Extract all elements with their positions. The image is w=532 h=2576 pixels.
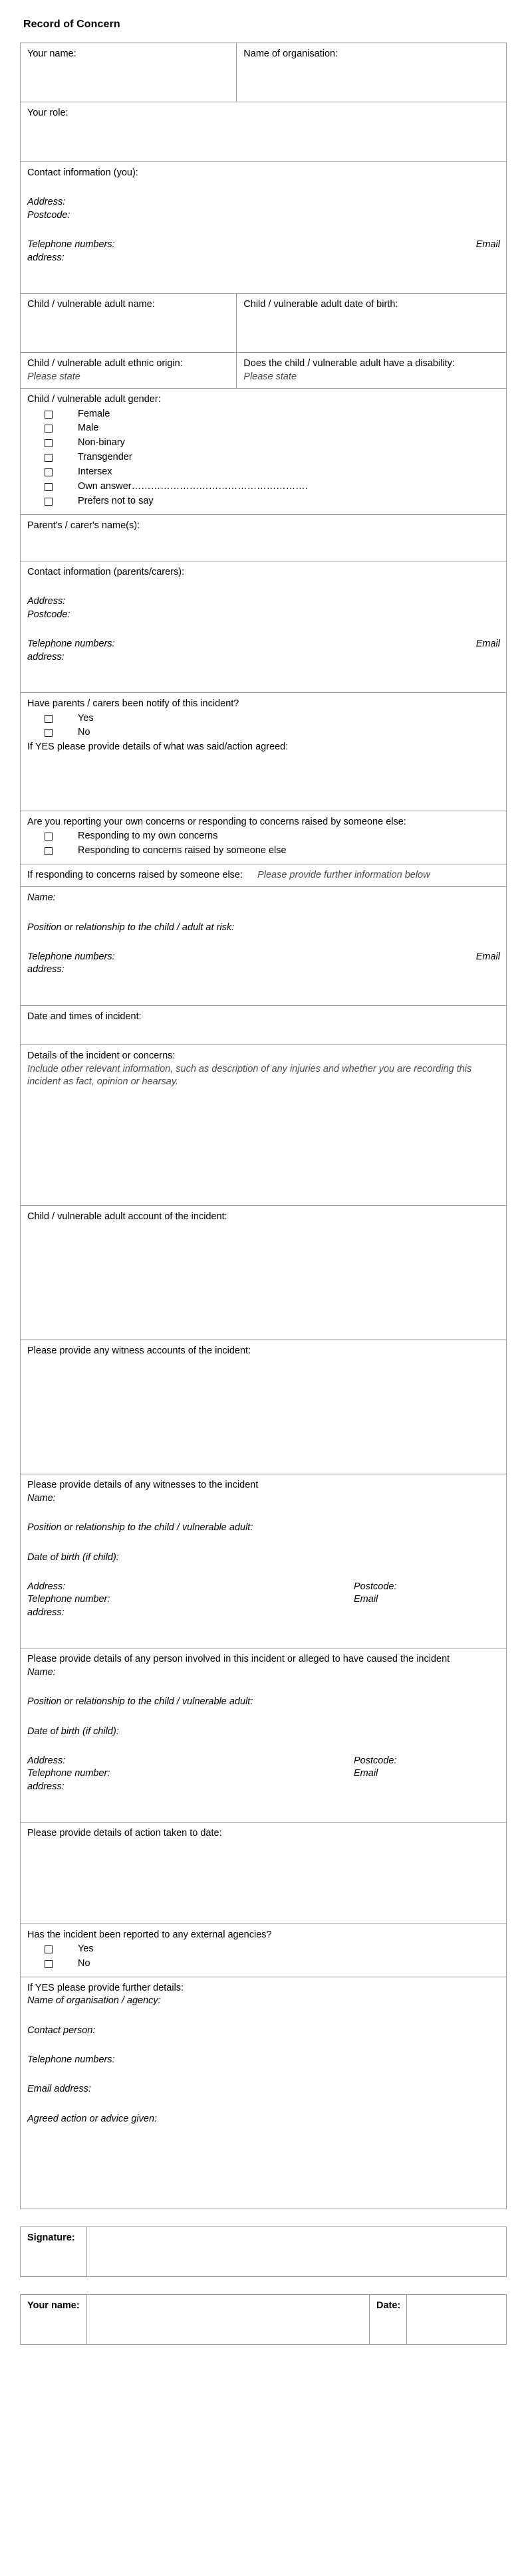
checkbox-icon[interactable] — [45, 498, 53, 506]
address-label: Address: — [27, 1755, 66, 1766]
table-row — [21, 693, 507, 811]
external-agencies-checkbox-group — [27, 1943, 500, 1970]
field-child-name[interactable] — [21, 293, 237, 352]
table-row — [21, 2295, 507, 2345]
checkbox-icon[interactable] — [45, 847, 53, 855]
contact-person-label: Contact person: — [27, 2025, 96, 2036]
field-child-ethnic-origin[interactable] — [21, 353, 237, 389]
gender-option-label: Female — [78, 408, 110, 419]
telephone-email-row — [27, 1593, 500, 1606]
reporting-source-option-own[interactable] — [27, 830, 500, 842]
table-row — [21, 811, 507, 864]
spacer — [27, 1709, 500, 1726]
field-action-taken[interactable] — [21, 1823, 507, 1924]
if-yes-details-said-label: If YES please provide details of what was said/action agreed: — [27, 742, 289, 753]
table-row — [21, 293, 507, 352]
external-agencies-question-label: Has the incident been reported to any external agencies? — [27, 1929, 272, 1940]
option-label: Responding to my own concerns — [78, 831, 218, 842]
spacer — [27, 1738, 500, 1755]
date-label-cell — [370, 2295, 407, 2345]
contact-information-parents-input-area[interactable] — [27, 664, 500, 688]
spacer — [27, 579, 500, 595]
child-ethnic-origin-label: Child / vulnerable adult ethnic origin: — [27, 358, 183, 369]
signature-label: Signature: — [27, 2232, 75, 2244]
telephone-numbers-label: Telephone numbers: — [27, 951, 115, 962]
gender-option-label: Transgender — [78, 452, 132, 463]
checkbox-icon[interactable] — [45, 715, 53, 723]
agreed-action-label: Agreed action or advice given: — [27, 2113, 158, 2124]
spacer — [27, 179, 500, 196]
if-responding-hint: Please provide further information below — [257, 869, 430, 880]
parents-notified-question-label: Have parents / carers been notify of this incident? — [27, 698, 239, 710]
field-parents-carers-names[interactable] — [21, 514, 507, 561]
witness-details-input-area[interactable] — [27, 1619, 500, 1643]
telephone-email-row — [27, 239, 500, 251]
date-of-birth-if-child-label: Date of birth (if child): — [27, 1726, 119, 1737]
table-row — [21, 1474, 507, 1648]
field-date-times-incident[interactable] — [21, 1005, 507, 1044]
if-yes-details-said-input-area[interactable] — [27, 754, 500, 806]
field-your-name[interactable] — [21, 43, 237, 102]
your-role-label: Your role: — [27, 108, 68, 119]
checkbox-icon[interactable] — [45, 729, 53, 737]
field-child-gender — [21, 389, 507, 514]
table-row — [21, 1045, 507, 1205]
checkbox-icon[interactable] — [45, 411, 53, 419]
address-label: Address: — [27, 596, 66, 607]
name-of-organisation-agency-label: Name of organisation / agency: — [27, 1995, 161, 2007]
spacer — [27, 2008, 500, 2025]
table-row — [21, 43, 507, 102]
field-name-of-organisation[interactable] — [237, 43, 507, 102]
option-label: Yes — [78, 712, 94, 724]
table-row — [21, 1924, 507, 1977]
table-row — [21, 161, 507, 293]
table-row — [21, 2227, 507, 2277]
record-of-concern-table — [20, 43, 507, 2209]
name-label: Name: — [27, 1492, 56, 1504]
spacer — [27, 934, 500, 951]
child-name-label: Child / vulnerable adult name: — [27, 298, 155, 310]
field-if-responding-note — [21, 864, 507, 886]
parents-carers-names-input-area[interactable] — [27, 532, 500, 556]
gender-checkbox-group — [27, 408, 500, 508]
checkbox-icon[interactable] — [45, 483, 53, 491]
email-address-continuation-label: address: — [27, 1781, 65, 1792]
name-of-organisation-input-area[interactable] — [243, 60, 500, 97]
field-external-agency-details[interactable] — [21, 1977, 507, 2209]
your-name-label: Your name: — [27, 49, 76, 59]
contact-information-parents-label: Contact information (parents/carers): — [27, 566, 185, 577]
name-label: Name: — [27, 1666, 56, 1678]
your-name-label: Your name: — [27, 2300, 80, 2312]
postcode-label: Postcode: — [354, 1755, 397, 1766]
field-child-disability[interactable] — [237, 353, 507, 389]
checkbox-icon[interactable] — [45, 1945, 53, 1953]
child-date-of-birth-label: Child / vulnerable adult date of birth: — [243, 298, 398, 310]
page-title: Record of Concern — [23, 19, 120, 30]
checkbox-icon[interactable] — [45, 454, 53, 462]
gender-option-label: Male — [78, 423, 99, 434]
please-state-hint: Please state — [27, 371, 80, 382]
gender-option-label: Non-binary — [78, 437, 125, 448]
signature-label-cell — [21, 2227, 87, 2277]
field-child-account[interactable] — [21, 1205, 507, 1339]
gender-option-non-binary[interactable] — [27, 437, 500, 449]
details-incident-input-area[interactable] — [27, 1089, 500, 1201]
referrer-details-input-area[interactable] — [27, 977, 500, 1001]
email-label: Email — [475, 951, 500, 962]
witness-accounts-input-area[interactable] — [27, 1357, 500, 1469]
date-times-incident-label: Date and times of incident: — [27, 1011, 142, 1022]
email-address-label: Email address: — [27, 2084, 91, 2095]
date-times-incident-input-area[interactable] — [27, 1023, 500, 1040]
parents-notified-option-yes[interactable] — [27, 712, 500, 725]
table-row — [21, 353, 507, 389]
own-concerns-question-label: Are you reporting your own concerns or responding to concerns raised by someone else: — [27, 816, 406, 827]
field-witness-accounts[interactable] — [21, 1339, 507, 1474]
address-label: Address: — [27, 197, 66, 208]
date-input-area[interactable] — [407, 2295, 507, 2345]
name-label: Name: — [27, 892, 56, 904]
external-agency-details-input-area[interactable] — [27, 2126, 500, 2204]
your-name-input-area[interactable] — [27, 60, 230, 97]
field-your-role[interactable] — [21, 102, 507, 161]
checkbox-icon[interactable] — [45, 833, 53, 841]
field-contact-information-parents[interactable] — [21, 561, 507, 692]
email-label: Email — [475, 239, 500, 250]
table-row — [21, 1977, 507, 2209]
field-witness-details[interactable] — [21, 1474, 507, 1648]
spacer — [27, 621, 500, 638]
field-reporting-source — [21, 811, 507, 864]
name-of-organisation-label: Name of organisation: — [243, 49, 338, 59]
telephone-number-label: Telephone number: — [27, 1594, 110, 1605]
child-name-input-area[interactable] — [27, 311, 230, 347]
spacer — [27, 1505, 500, 1522]
gender-option-label: Prefers not to say — [78, 495, 154, 506]
table-row — [21, 1823, 507, 1924]
option-label: No — [78, 727, 90, 738]
action-taken-input-area[interactable] — [27, 1840, 500, 1919]
spacer — [27, 1535, 500, 1551]
position-relationship-vulnerable-label: Position or relationship to the child / vulnerable adult: — [27, 1696, 253, 1708]
spacer — [27, 1564, 500, 1581]
gender-option-prefers-not-to-say[interactable] — [27, 495, 500, 508]
email-label: Email — [354, 1594, 378, 1605]
table-row — [21, 864, 507, 886]
telephone-numbers-label: Telephone numbers: — [27, 239, 115, 250]
your-role-input-area[interactable] — [27, 120, 500, 157]
spacer — [27, 1679, 500, 1696]
child-date-of-birth-input-area[interactable] — [243, 311, 500, 347]
telephone-email-row — [27, 1767, 500, 1780]
details-incident-hint: Include other relevant information, such as description of any injuries and whether you are recording this incident as fact, opinion or hearsay. — [27, 1063, 472, 1088]
telephone-numbers-label: Telephone numbers: — [27, 639, 115, 650]
position-relationship-vulnerable-label: Position or relationship to the child / vulnerable adult: — [27, 1522, 253, 1534]
field-details-of-incident[interactable] — [21, 1045, 507, 1205]
field-referrer-details[interactable] — [21, 887, 507, 1006]
field-external-agencies — [21, 1924, 507, 1977]
field-child-date-of-birth[interactable] — [237, 293, 507, 352]
gender-option-label: Intersex — [78, 466, 112, 478]
child-disability-label: Does the child / vulnerable adult have a disability: — [243, 358, 455, 369]
parents-notified-option-no[interactable] — [27, 726, 500, 739]
action-taken-label: Please provide details of action taken to date: — [27, 1828, 222, 1839]
email-address-continuation-label: address: — [27, 1607, 65, 1618]
gender-option-transgender[interactable] — [27, 451, 500, 464]
gender-option-intersex[interactable] — [27, 466, 500, 478]
if-yes-further-details-label: If YES please provide further details: — [27, 1982, 184, 1993]
postcode-label: Postcode: — [27, 209, 70, 221]
external-agencies-option-no[interactable] — [27, 1957, 500, 1970]
external-agencies-option-yes[interactable] — [27, 1943, 500, 1955]
position-relationship-at-risk-label: Position or relationship to the child / adult at risk: — [27, 922, 235, 933]
alleged-person-input-area[interactable] — [27, 1793, 500, 1817]
telephone-email-row — [27, 951, 500, 963]
child-account-label: Child / vulnerable adult account of the incident: — [27, 1211, 227, 1222]
spacer — [27, 2037, 500, 2054]
spacer — [27, 2096, 500, 2113]
table-row — [21, 1005, 507, 1044]
postcode-label: Postcode: — [27, 609, 70, 620]
address-postcode-row — [27, 1581, 500, 1593]
gender-option-label: Own answer………………………………………………. — [78, 480, 308, 492]
option-label: Yes — [78, 1943, 94, 1955]
date-of-birth-if-child-label: Date of birth (if child): — [27, 1551, 119, 1563]
your-name-input-area[interactable] — [87, 2295, 370, 2345]
spacer — [27, 905, 500, 922]
date-label: Date: — [376, 2300, 401, 2312]
email-address-continuation-label: address: — [27, 252, 65, 263]
address-label: Address: — [27, 1581, 66, 1593]
checkbox-icon[interactable] — [45, 439, 53, 447]
email-address-continuation-label: address: — [27, 651, 65, 662]
checkbox-icon[interactable] — [45, 425, 53, 433]
signature-input-area[interactable] — [87, 2227, 507, 2277]
child-gender-label: Child / vulnerable adult gender: — [27, 394, 161, 405]
table-row — [21, 561, 507, 692]
please-state-hint: Please state — [243, 371, 297, 382]
address-postcode-row — [27, 1755, 500, 1767]
option-label: No — [78, 1957, 90, 1969]
parents-carers-names-label: Parent's / carer's name(s): — [27, 520, 140, 531]
alleged-person-heading-label: Please provide details of any person involved in this incident or alleged to have caused the incident — [27, 1654, 450, 1665]
gender-option-female[interactable] — [27, 408, 500, 421]
email-address-continuation-label: address: — [27, 964, 65, 975]
name-date-table — [20, 2294, 507, 2345]
telephone-numbers-label: Telephone numbers: — [27, 2054, 115, 2066]
postcode-label: Postcode: — [354, 1581, 397, 1593]
reporting-source-option-someone-else[interactable] — [27, 844, 500, 857]
spacer — [27, 222, 500, 239]
table-row — [21, 389, 507, 514]
gender-option-male[interactable] — [27, 422, 500, 435]
email-label: Email — [475, 639, 500, 650]
table-row — [21, 1339, 507, 1474]
table-row — [21, 887, 507, 1006]
table-row — [21, 514, 507, 561]
details-incident-label: Details of the incident or concerns: — [27, 1050, 176, 1062]
field-parents-notified — [21, 693, 507, 811]
email-label: Email — [354, 1768, 378, 1779]
if-responding-label: If responding to concerns raised by someone else: — [27, 869, 243, 880]
option-label: Responding to concerns raised by someone else — [78, 844, 287, 856]
table-row — [21, 102, 507, 161]
checkbox-icon[interactable] — [45, 1960, 53, 1968]
reporting-source-checkbox-group — [27, 830, 500, 857]
child-account-input-area[interactable] — [27, 1223, 500, 1335]
witness-accounts-label: Please provide any witness accounts of the incident: — [27, 1345, 251, 1356]
table-row — [21, 1648, 507, 1823]
your-name-label-cell — [21, 2295, 87, 2345]
gender-option-own-answer[interactable] — [27, 480, 500, 493]
checkbox-icon[interactable] — [45, 468, 53, 476]
field-contact-information-you[interactable] — [21, 161, 507, 293]
spacer — [27, 2066, 500, 2083]
telephone-number-label: Telephone number: — [27, 1768, 110, 1779]
witness-details-heading-label: Please provide details of any witnesses to the incident — [27, 1480, 259, 1491]
telephone-email-row — [27, 638, 500, 650]
contact-information-you-input-area[interactable] — [27, 264, 500, 288]
signature-table — [20, 2227, 507, 2277]
parents-notified-checkbox-group — [27, 712, 500, 740]
table-row — [21, 1205, 507, 1339]
field-alleged-person-details[interactable] — [21, 1648, 507, 1823]
contact-information-you-label: Contact information (you): — [27, 167, 138, 178]
